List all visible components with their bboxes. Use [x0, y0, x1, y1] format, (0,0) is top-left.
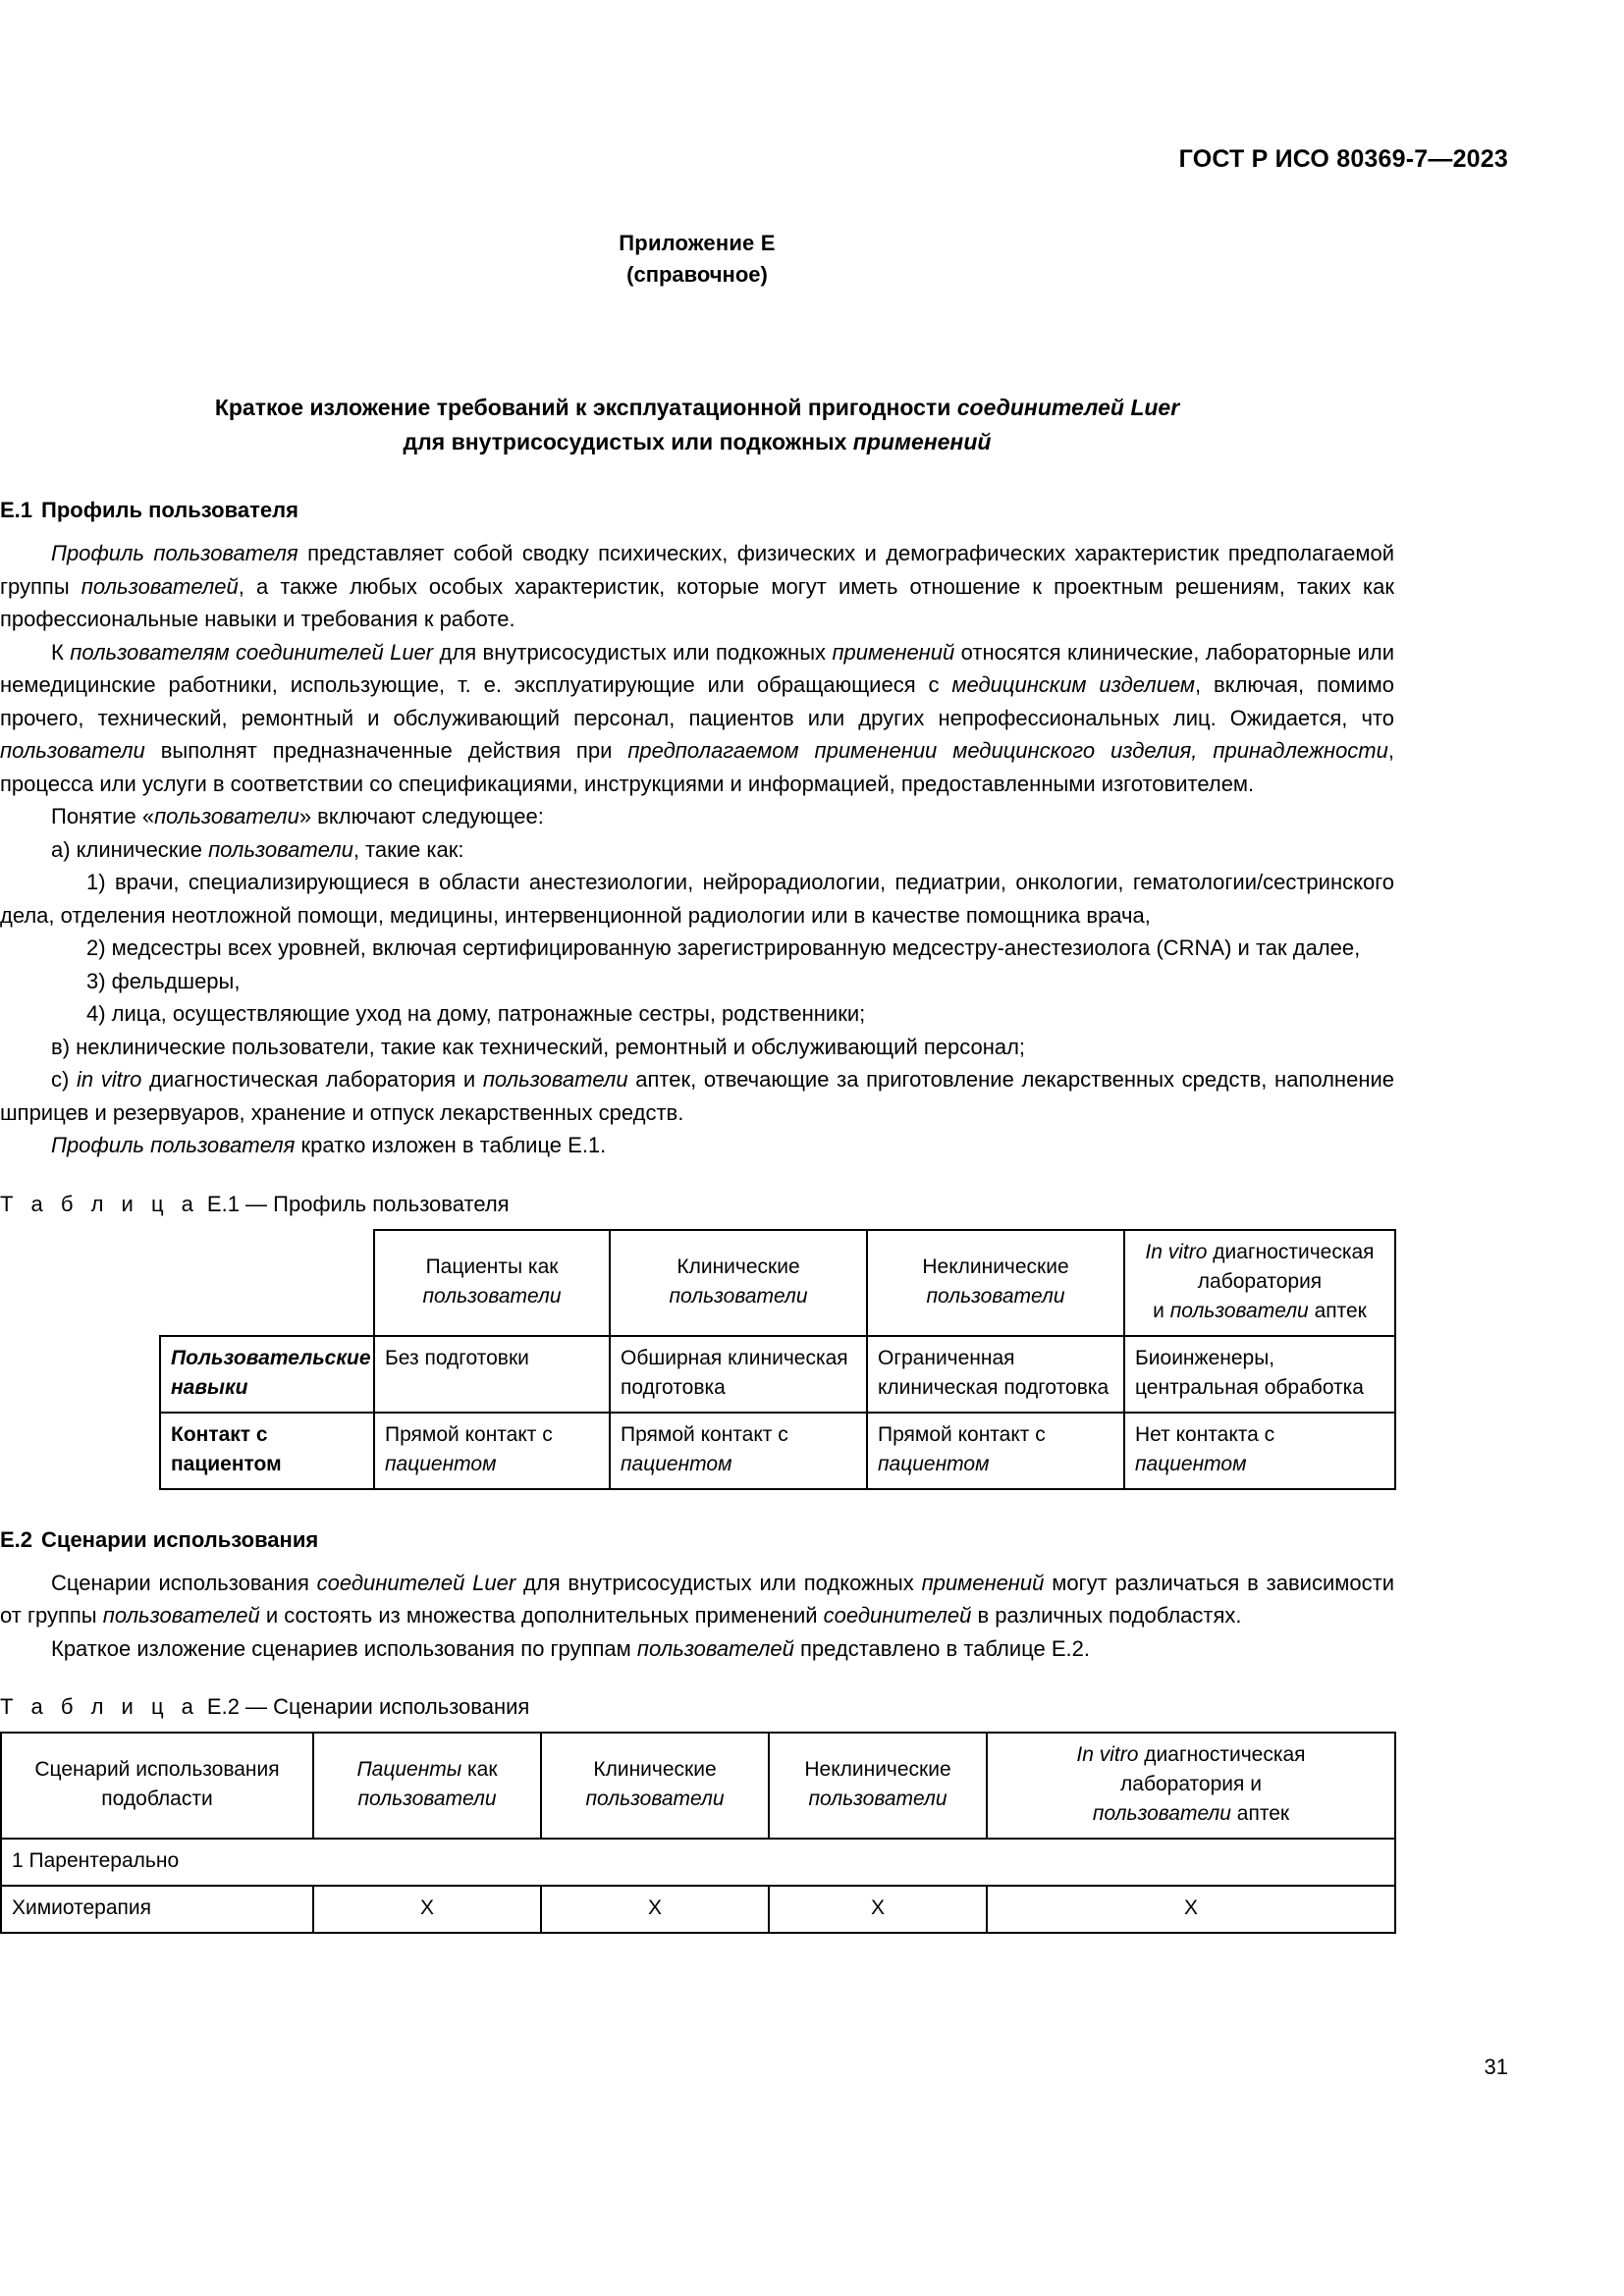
list-item-c: [0, 1063, 1394, 1129]
table-e2-mark: X: [313, 1886, 541, 1933]
term-connectors: соединителей: [823, 1603, 972, 1628]
list-item-a-2: 2) медсестры всех уровней, включая сертифицированную зарегистрированную медсестру-анестезиолога (CRNA) и так далее,: [86, 935, 1361, 960]
term-users-5: пользователи: [482, 1067, 628, 1092]
term-in-vitro: in vitro: [77, 1067, 142, 1092]
header-line: лаборатория и: [1120, 1773, 1262, 1795]
header-line: Пациенты: [356, 1758, 462, 1781]
section-e2-number: E.2: [0, 1526, 33, 1552]
term-users-2: пользователи: [0, 738, 145, 763]
annex-subtitle: (справочное): [626, 262, 768, 287]
table-e1-cell: Обширная клиническая подготовка: [610, 1336, 867, 1413]
table-e1: [159, 1229, 1396, 1490]
list-item-a-1: 1) врачи, специализирующиеся в области анестезиологии, нейрорадиологии, педиатрии, онкологии, гематологии/сестринского дела, отделения неотложной помощи, медицины, интервенционной радиологии или в качестве помощника врача,: [0, 870, 1394, 928]
table-e2-header-scenario: [1, 1733, 313, 1839]
table-e1-row-label: Контакт с пациентом: [160, 1413, 374, 1489]
text-run: c): [51, 1067, 77, 1092]
term-intended-use: предполагаемом применении медицинского изделия, принадлежности: [627, 738, 1388, 763]
table-e2-header-invitro: [987, 1733, 1395, 1839]
table-e1-cell: Без подготовки: [374, 1336, 610, 1413]
term-applications-2: применений: [921, 1570, 1045, 1595]
page-title-line2-plain: для внутрисосудистых или подкожных: [403, 429, 853, 454]
document-header: ГОСТ Р ИСО 80369-7—2023: [1178, 145, 1508, 173]
paragraph-e1-2: [0, 636, 1394, 801]
table-e2: [0, 1732, 1396, 1934]
table-e2-caption-text: Е.2 — Сценарии использования: [206, 1694, 530, 1719]
text-run: кратко изложен в таблице Е.1.: [295, 1133, 607, 1157]
term-medical-device: медицинским изделием: [951, 672, 1196, 697]
table-e2-mark: X: [541, 1886, 769, 1933]
text-run: Сценарии использования: [51, 1570, 317, 1595]
header-line: пользователи: [1092, 1802, 1231, 1825]
header-line: пользователи: [585, 1788, 725, 1810]
table-e1-row-skills: [160, 1336, 1395, 1413]
header-line: лаборатория: [1197, 1269, 1323, 1293]
text-run: могут различаться в зависимости от группы: [0, 1570, 1394, 1628]
body-content: [0, 496, 1394, 1934]
text-run: для внутрисосудистых или подкожных: [433, 639, 833, 665]
cell-text: Прямой контакт с: [878, 1422, 1046, 1446]
header-line: диагностическая: [1138, 1743, 1306, 1766]
table-e1-header-clinical: [610, 1230, 867, 1336]
table-e2-row-label: Химиотерапия: [1, 1886, 313, 1933]
table-e2-mark: X: [769, 1886, 987, 1933]
text-run: диагностическая лаборатория и: [141, 1067, 483, 1092]
header-line: пользователи: [926, 1284, 1065, 1308]
header-line: аптек: [1308, 1299, 1367, 1322]
header-line: Пациенты как: [425, 1255, 559, 1278]
header-line: пользователи: [669, 1284, 808, 1308]
header-line: пользователи: [1169, 1299, 1309, 1322]
header-line: пользователи: [808, 1788, 947, 1810]
text-run: относятся клинические, лабораторные или немедицинские работники, использующие, т. е. эксплуатирующие или обращающиеся с: [0, 639, 1394, 697]
annex-title: Приложение Е: [619, 231, 776, 255]
table-e1-cell: [374, 1413, 610, 1489]
term-users-4: пользователи: [208, 836, 353, 862]
annex-heading-block: [0, 228, 1394, 291]
cell-text: Прямой контакт с: [385, 1422, 553, 1446]
text-run: , включая, помимо прочего, технический, ремонтный и обслуживающий персонал, пациентов или других непрофессиональных лиц. Ожидается, что: [0, 672, 1394, 730]
table-e1-corner-cell: [160, 1230, 374, 1336]
header-line: пользователи: [357, 1788, 497, 1810]
text-run: аптек, отвечающие за приготовление лекарственных средств, наполнение шприцев и резервуаров, хранение и отпуск лекарственных средств.: [0, 1067, 1394, 1125]
cell-term: пациентом: [385, 1452, 497, 1475]
header-line: Клинические: [677, 1255, 800, 1278]
section-e2-title: Сценарии использования: [41, 1526, 319, 1552]
section-e1-title: Профиль пользователя: [41, 498, 298, 522]
table-e1-caption-word: Т а б л и ц а: [0, 1191, 199, 1216]
header-line: In vitro: [1145, 1240, 1208, 1263]
paragraph-e1-3: [0, 800, 1394, 833]
section-e1-number: E.1: [0, 498, 33, 522]
header-line: In vitro: [1076, 1743, 1139, 1766]
table-e2-header-patients: [313, 1733, 541, 1839]
paragraph-e1-1: [0, 537, 1394, 636]
term-users-7: пользователей: [636, 1635, 794, 1661]
header-line: Клинические: [593, 1758, 717, 1781]
page-number: 31: [1484, 2055, 1508, 2079]
table-e1-header-invitro: [1124, 1230, 1395, 1336]
table-e1-header-patients: [374, 1230, 610, 1336]
text-run: представляет собой сводку психических, физических и демографических характеристик предполагаемой группы: [0, 541, 1394, 599]
table-e2-header-clinical: [541, 1733, 769, 1839]
text-run: » включают следующее:: [298, 804, 544, 828]
table-e1-wrapper: [159, 1229, 1394, 1490]
paragraph-e1-4: [0, 1129, 1394, 1162]
table-e1-cell: [1124, 1413, 1395, 1489]
text-run: для внутрисосудистых или подкожных: [515, 1570, 922, 1595]
page-title: [10, 391, 1384, 459]
cell-term: пациентом: [621, 1452, 732, 1475]
table-e2-caption: [0, 1692, 1394, 1722]
paragraph-e2-2: [0, 1632, 1394, 1666]
table-e2-caption-word: Т а б л и ц а: [0, 1694, 199, 1719]
table-e2-row: [1, 1886, 1395, 1933]
term-user-profile-2: Профиль пользователя: [51, 1133, 296, 1157]
text-run: представлено в таблице Е.2.: [793, 1635, 1090, 1661]
text-run: выполнят предназначенные действия при: [144, 738, 628, 763]
term-users-6: пользователей: [102, 1603, 260, 1628]
list-item-a: [0, 833, 1394, 867]
header-line: Неклинические: [804, 1758, 951, 1781]
table-e1-header-nonclinical: [867, 1230, 1124, 1336]
table-e1-cell: Ограниченная клиническая подготовка: [867, 1336, 1124, 1413]
term-user-profile: Профиль пользователя: [51, 541, 298, 565]
list-item-a-3: 3) фельдшеры,: [86, 968, 241, 993]
table-e1-header-row: [160, 1230, 1395, 1336]
term-users: пользователей: [81, 573, 239, 599]
page-title-line1-plain: Краткое изложение требований к эксплуатационной пригодности: [214, 395, 957, 420]
term-applications: применений: [832, 639, 955, 665]
table-e1-caption-text: Е.1 — Профиль пользователя: [206, 1191, 510, 1216]
term-users-3: пользователи: [154, 804, 299, 828]
list-item-a-4: 4) лица, осуществляющие уход на дому, патронажные сестры, родственники;: [86, 1001, 866, 1026]
paragraph-e2-1: [0, 1567, 1394, 1632]
header-line: Неклинические: [922, 1255, 1069, 1278]
header-line: и: [1153, 1299, 1170, 1322]
text-run: К: [51, 639, 71, 665]
text-run: Краткое изложение сценариев использования по группам: [51, 1635, 637, 1661]
table-e1-cell: [610, 1413, 867, 1489]
table-e2-header-row: [1, 1733, 1395, 1839]
cell-text: Прямой контакт с: [621, 1422, 788, 1446]
header-line: аптек: [1230, 1802, 1290, 1825]
table-e2-mark: X: [987, 1886, 1395, 1933]
section-heading-e2: [0, 1525, 1394, 1555]
text-run: , а также любых особых характеристик, которые могут иметь отношение к проектным решениям, таких как профессиональные навыки и требования к работе.: [0, 573, 1395, 631]
text-run: a) клинические: [51, 836, 209, 862]
cell-term: пациентом: [1135, 1452, 1247, 1475]
cell-text: Нет контакта с: [1135, 1422, 1275, 1446]
page-title-line2-italic: применений: [852, 429, 992, 454]
text-run: в различных подобластях.: [971, 1603, 1242, 1628]
table-e1-row-label: Пользовательские навыки: [160, 1336, 374, 1413]
table-e2-group-row: [1, 1839, 1395, 1886]
cell-term: пациентом: [878, 1452, 990, 1475]
term-luer-connectors: соединителей Luer: [316, 1570, 516, 1595]
text-run: , такие как:: [352, 836, 464, 862]
table-e1-cell: [867, 1413, 1124, 1489]
header-line: пользователи: [422, 1284, 562, 1308]
text-run: и состоять из множества дополнительных применений: [259, 1603, 824, 1628]
header-line: диагностическая: [1207, 1240, 1375, 1263]
header-line: подобласти: [101, 1788, 213, 1810]
section-heading-e1: [0, 496, 1394, 525]
header-line: Сценарий использования: [34, 1758, 280, 1781]
table-e2-group-label: 1 Парентерально: [1, 1839, 1395, 1886]
table-e2-header-nonclinical: [769, 1733, 987, 1839]
list-item-v: в) неклинические пользователи, такие как технический, ремонтный и обслуживающий персонал;: [51, 1034, 1026, 1059]
term-luer-users: пользователям соединителей Luer: [70, 639, 434, 665]
page-title-line1-italic: соединителей Luer: [956, 395, 1180, 420]
table-e1-row-contact: [160, 1413, 1395, 1489]
text-run: , процесса или услуги в соответствии со спецификациями, инструкциями и информацией, предоставленными изготовителем.: [0, 738, 1394, 796]
table-e1-caption: [0, 1190, 1394, 1219]
header-line: как: [461, 1758, 498, 1781]
table-e1-cell: Биоинженеры, центральная обработка: [1124, 1336, 1395, 1413]
text-run: Понятие «: [51, 804, 155, 828]
